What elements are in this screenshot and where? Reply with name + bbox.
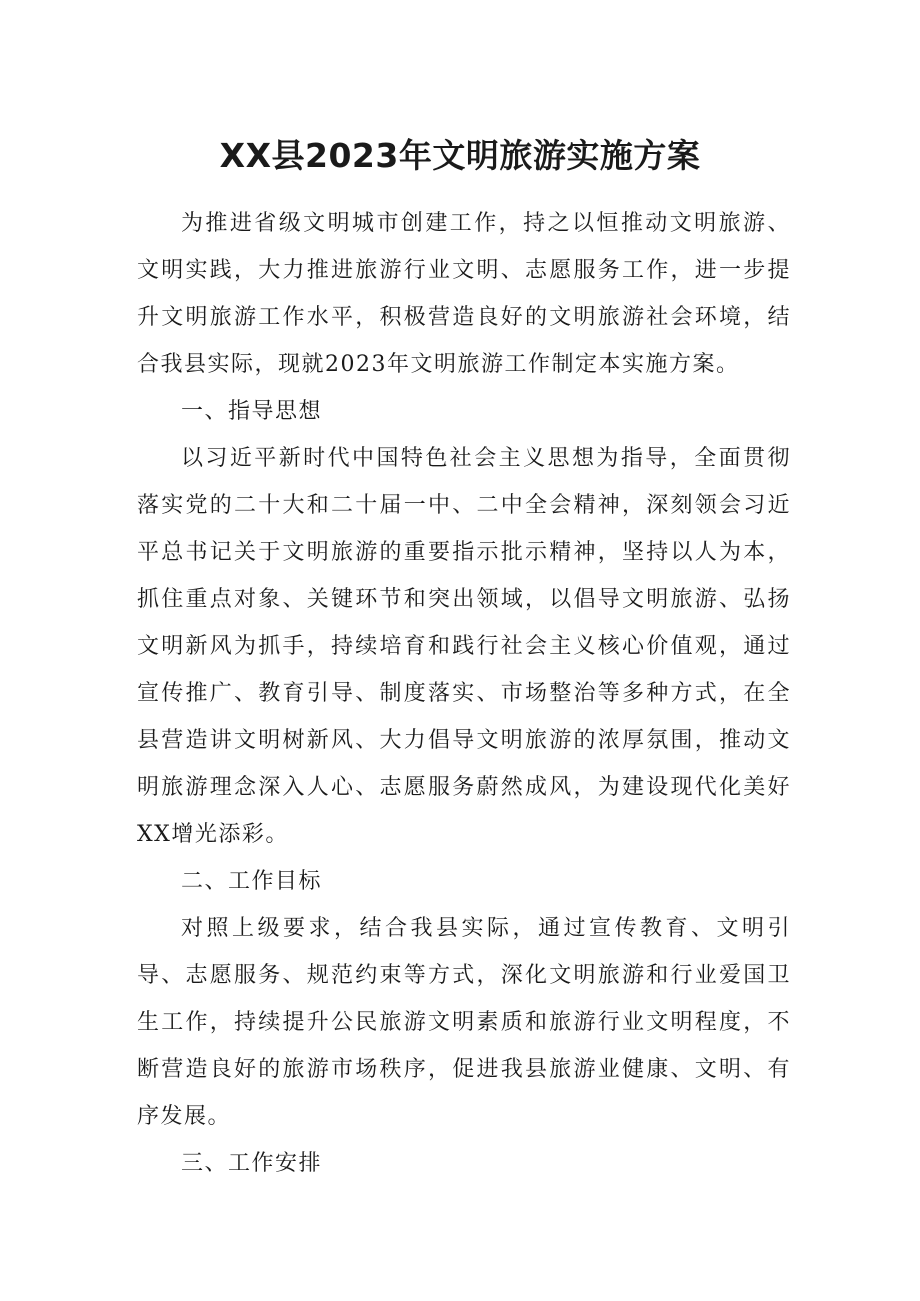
document-title: XX县2023年文明旅游实施方案 [219, 136, 701, 175]
section-heading-guiding-ideology: 一、指导思想 [181, 399, 323, 424]
document-body [137, 200, 791, 1187]
intro-paragraph: 为推进省级文明城市创建工作，持之以恒推动文明旅游、文明实践，大力推进旅游行业文明、志愿服务工作，进一步提升文明旅游工作水平，积极营造良好的文明旅游社会环境，结合我县实际，现就2023年文明旅游工作制定本实施方案。 [137, 211, 791, 377]
section-heading-work-arrangement: 三、工作安排 [181, 1151, 323, 1176]
section-paragraph-work-goals: 对照上级要求，结合我县实际，通过宣传教育、文明引导、志愿服务、规范约束等方式，深化文明旅游和行业爱国卫生工作，持续提升公民旅游文明素质和旅游行业文明程度，不断营造良好的旅游市场秩序，促进我县旅游业健康、文明、有序发展。 [137, 916, 791, 1129]
section-heading-work-goals: 二、工作目标 [181, 869, 323, 894]
section-paragraph-guiding-ideology: 以习近平新时代中国特色社会主义思想为指导，全面贯彻落实党的二十大和二十届一中、二中全会精神，深刻领会习近平总书记关于文明旅游的重要指示批示精神，坚持以人为本，抓住重点对象、关键环节和突出领域，以倡导文明旅游、弘扬文明新风为抓手，持续培育和践行社会主义核心价值观，通过宣传推广、教育引导、制度落实、市场整治等多种方式，在全县营造讲文明树新风、大力倡导文明旅游的浓厚氛围，推动文明旅游理念深入人心、志愿服务蔚然成风，为建设现代化美好XX增光添彩。 [137, 446, 791, 847]
